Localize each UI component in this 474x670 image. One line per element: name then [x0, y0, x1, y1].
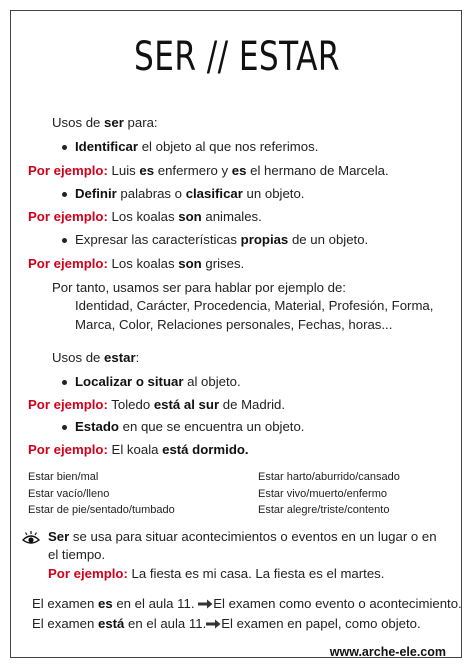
note-line-1: Ser se usa para situar acontecimientos o eventos en un lugar o en — [48, 529, 437, 544]
estar-bullet-estado: Estado en que se encuentra un objeto. — [75, 419, 305, 434]
ser-example-3: Por ejemplo: Los koalas son grises. — [28, 256, 245, 271]
ser-bullet-definir: Definir palabras o clasificar un objeto. — [75, 186, 305, 201]
bullet-icon — [62, 425, 67, 430]
estar-intro: Usos de estar: — [52, 350, 140, 365]
estar-list-left-3: Estar de pie/sentado/tumbado — [28, 504, 175, 516]
estar-list-right-3: Estar alegre/triste/contento — [258, 504, 390, 516]
note-example: Por ejemplo: La fiesta es mi casa. La fiesta es el martes. — [48, 566, 385, 581]
estar-list-right-2: Estar vivo/muerto/enfermo — [258, 488, 387, 500]
bullet-icon — [62, 380, 67, 385]
bullet-icon — [62, 145, 67, 150]
ser-bullet-expresar: Expresar las características propias de un objeto. — [75, 232, 369, 247]
eye-icon — [22, 530, 40, 546]
page-title: SER // ESTAR — [134, 34, 340, 80]
ser-list-line-1: Identidad, Carácter, Procedencia, Material, Profesión, Forma, — [75, 298, 434, 313]
estar-example-1: Por ejemplo: Toledo está al sur de Madrid. — [28, 397, 286, 412]
bullet-icon — [62, 192, 67, 197]
estar-bullet-localizar: Localizar o situar al objeto. — [75, 374, 241, 389]
right-arrow-icon — [206, 619, 221, 629]
compare-row-2: El examen está en el aula 11. El examen en papel, como objeto. — [32, 616, 421, 631]
ser-list-line-2: Marca, Color, Relaciones personales, Fechas, horas... — [75, 317, 393, 332]
estar-list-left-2: Estar vacío/lleno — [28, 488, 110, 500]
ser-bullet-identificar: Identificar el objeto al que nos referimos. — [75, 139, 319, 154]
ser-example-1: Por ejemplo: Luis es enfermero y es el hermano de Marcela. — [28, 163, 389, 178]
ser-example-2: Por ejemplo: Los koalas son animales. — [28, 209, 262, 224]
note-line-2: el tiempo. — [48, 547, 106, 562]
estar-example-2: Por ejemplo: El koala está dormido. — [28, 442, 249, 457]
estar-list-right-1: Estar harto/aburrido/cansado — [258, 471, 400, 483]
right-arrow-icon — [198, 599, 213, 609]
footer-website: www.arche-ele.com — [329, 645, 446, 659]
bullet-icon — [62, 238, 67, 243]
compare-row-1: El examen es en el aula 11. El examen como evento o acontecimiento. — [32, 596, 462, 611]
estar-list-left-1: Estar bien/mal — [28, 471, 99, 483]
ser-por-tanto: Por tanto, usamos ser para hablar por ejemplo de: — [52, 280, 346, 295]
ser-intro: Usos de ser para: — [52, 115, 158, 130]
